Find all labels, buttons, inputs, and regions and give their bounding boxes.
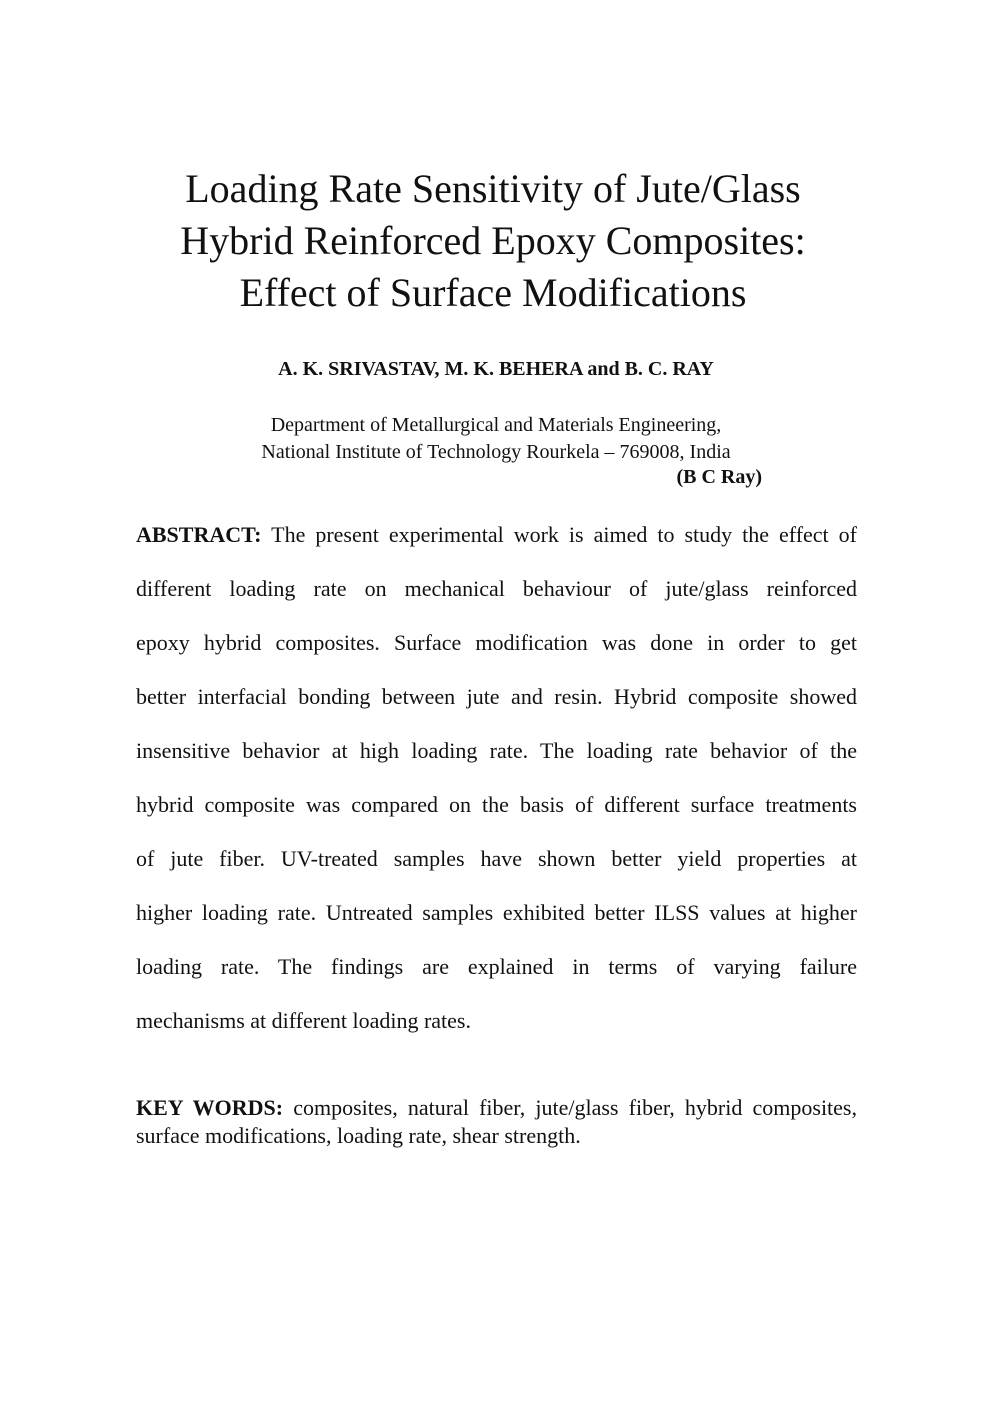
paper-title [0, 163, 986, 319]
title-line: Loading Rate Sensitivity of Jute/Glass [185, 166, 801, 211]
authors: A. K. SRIVASTAV, M. K. BEHERA and B. C. RAY [278, 358, 714, 380]
abstract-line: mechanisms at different loading rates. [136, 1008, 471, 1033]
title-line: Hybrid Reinforced Epoxy Composites: [180, 218, 806, 263]
abstract-label: ABSTRACT: [136, 522, 262, 547]
keywords-text: composites, natural fiber, jute/glass fiber, hybrid composites, surface modifications, loading rate, shear strength. [136, 1095, 857, 1148]
abstract-text: The present experimental work is aimed to study the effect of [271, 522, 857, 547]
abstract-line: higher loading rate. Untreated samples exhibited better ILSS values at higher [136, 900, 857, 925]
abstract-line: loading rate. The findings are explained in terms of varying failure [136, 954, 857, 979]
affiliation [0, 412, 992, 466]
abstract [136, 519, 857, 1059]
abstract-line: different loading rate on mechanical behaviour of jute/glass reinforced [136, 576, 857, 601]
abstract-line [136, 519, 857, 573]
corresponding-author: (B C Ray) [676, 466, 762, 488]
abstract-line: epoxy hybrid composites. Surface modification was done in order to get [136, 630, 857, 655]
abstract-line: better interfacial bonding between jute and resin. Hybrid composite showed [136, 684, 857, 709]
keywords-label: KEY WORDS: [136, 1095, 284, 1120]
affiliation-line: Department of Metallurgical and Materials Engineering, [270, 414, 722, 436]
abstract-line: insensitive behavior at high loading rate. The loading rate behavior of the [136, 738, 857, 763]
affiliation-line: National Institute of Technology Rourkela – 769008, India [261, 441, 731, 463]
title-line: Effect of Surface Modifications [239, 270, 747, 315]
abstract-line: hybrid composite was compared on the basis of different surface treatments [136, 792, 857, 817]
abstract-line: of jute fiber. UV-treated samples have shown better yield properties at [136, 846, 857, 871]
keywords [136, 1094, 857, 1150]
